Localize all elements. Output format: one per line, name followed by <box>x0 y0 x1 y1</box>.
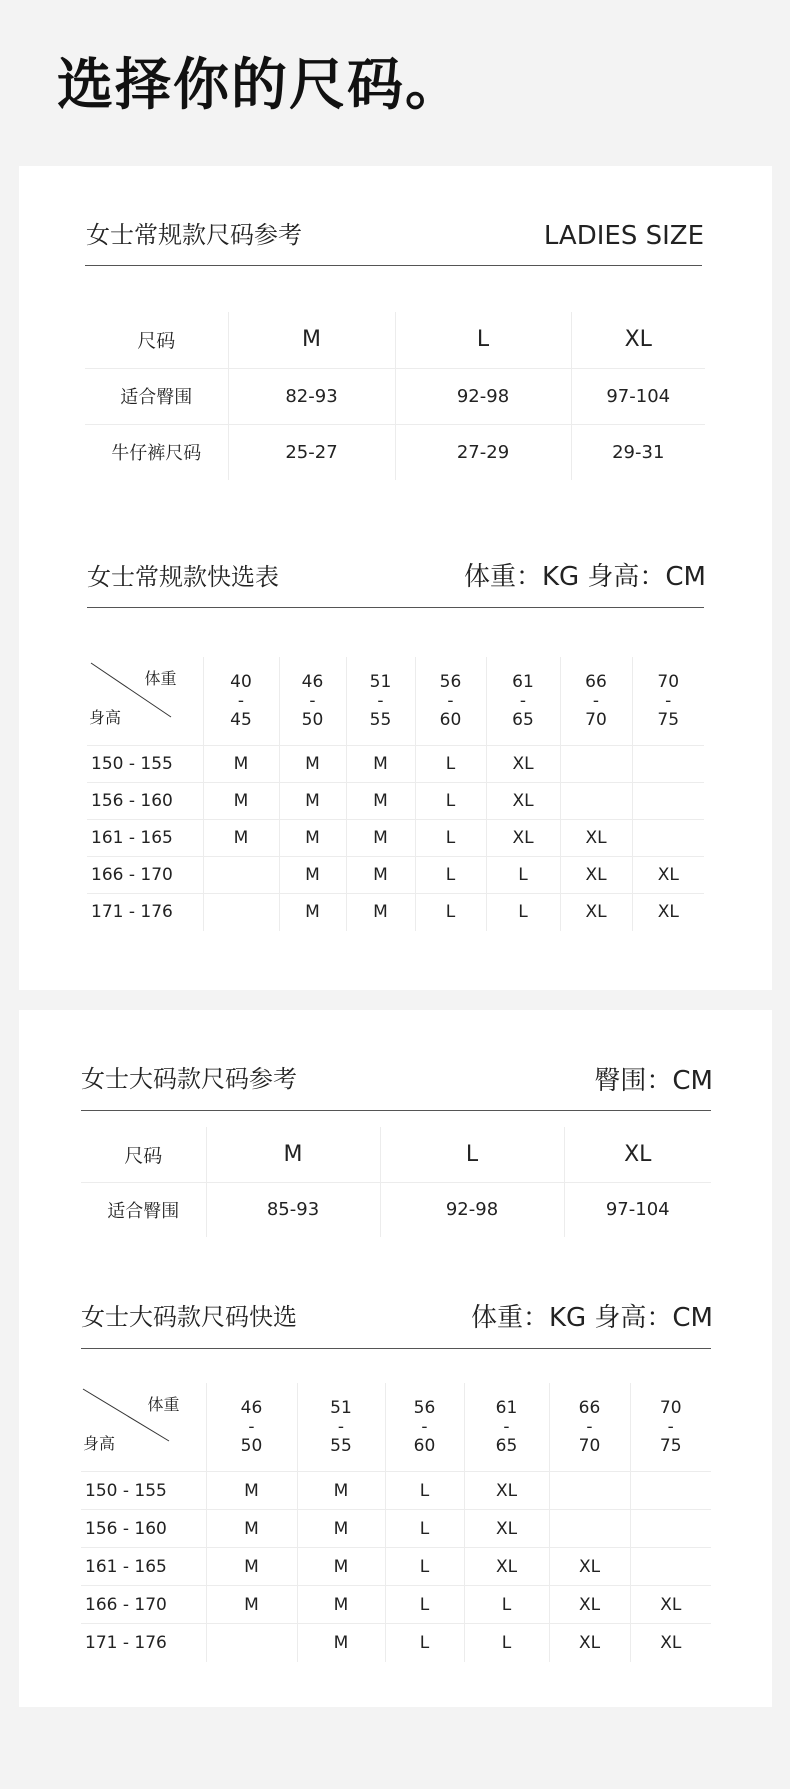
size-cell: L <box>486 857 560 894</box>
table-cell: 97-104 <box>571 368 705 424</box>
table-cell: 29-31 <box>571 424 705 480</box>
ref-header-cell: XL <box>571 312 705 368</box>
size-cell: L <box>385 1472 464 1510</box>
weight-range: 56 - 60 <box>385 1383 464 1472</box>
weight-range: 70 - 75 <box>632 657 704 746</box>
divider <box>81 1110 711 1111</box>
size-cell: XL <box>549 1548 630 1586</box>
table-row <box>87 783 704 820</box>
corner-cell <box>81 1383 206 1472</box>
height-range: 161 - 165 <box>81 1548 206 1586</box>
table-cell: 92-98 <box>380 1182 564 1237</box>
size-cell: XL <box>549 1586 630 1624</box>
height-range: 150 - 155 <box>81 1472 206 1510</box>
size-cell <box>560 783 632 820</box>
ladies-size-label: LADIES SIZE <box>543 221 704 251</box>
size-cell <box>206 1624 297 1662</box>
weight-range: 56 - 60 <box>415 657 486 746</box>
size-cell <box>630 1472 711 1510</box>
size-cell: L <box>415 820 486 857</box>
table-cell: 25-27 <box>228 424 395 480</box>
size-cell <box>203 857 279 894</box>
table-cell: 97-104 <box>564 1182 711 1237</box>
size-cell: M <box>203 746 279 783</box>
table-row <box>81 1586 711 1624</box>
size-cell: XL <box>464 1548 549 1586</box>
size-cell: L <box>415 746 486 783</box>
ref-header-cell: L <box>395 312 571 368</box>
table-row <box>81 1472 711 1510</box>
ref-header-cell: M <box>228 312 395 368</box>
table-row <box>87 820 704 857</box>
size-cell: M <box>279 894 346 931</box>
height-corner-label: 身高 <box>89 708 122 727</box>
size-cell: L <box>385 1548 464 1586</box>
ref-header-cell: 尺码 <box>137 330 176 353</box>
size-cell: M <box>297 1586 385 1624</box>
weight-range: 66 - 70 <box>549 1383 630 1472</box>
size-cell: M <box>346 820 415 857</box>
size-cell: XL <box>560 894 632 931</box>
size-cell: XL <box>486 820 560 857</box>
size-cell <box>630 1548 711 1586</box>
size-cell: XL <box>632 894 704 931</box>
ladies-plus-ref-table <box>81 1127 711 1237</box>
height-range: 156 - 160 <box>87 783 203 820</box>
divider <box>87 607 704 608</box>
size-cell: M <box>279 820 346 857</box>
weight-range: 66 - 70 <box>560 657 632 746</box>
size-cell: L <box>464 1586 549 1624</box>
table-row <box>81 1182 711 1237</box>
size-cell: M <box>346 894 415 931</box>
weight-range: 46 - 50 <box>206 1383 297 1472</box>
size-cell: M <box>297 1510 385 1548</box>
ref-header-row <box>85 312 705 368</box>
ladies-regular-ref-table <box>85 312 705 480</box>
size-cell <box>549 1510 630 1548</box>
table-row <box>81 1548 711 1586</box>
divider <box>81 1348 711 1349</box>
table-cell: 适合臀围 <box>81 1182 206 1237</box>
ladies-plus-ref-title: 女士大码款尺码参考 <box>81 1065 297 1093</box>
table-cell: 92-98 <box>395 368 571 424</box>
size-cell: M <box>206 1510 297 1548</box>
size-cell: M <box>203 820 279 857</box>
size-cell: XL <box>486 746 560 783</box>
size-cell: L <box>385 1510 464 1548</box>
weight-range: 61 - 65 <box>486 657 560 746</box>
size-cell: L <box>415 857 486 894</box>
size-cell <box>630 1510 711 1548</box>
weight-corner-label: 体重 <box>147 1395 180 1414</box>
size-cell: M <box>206 1586 297 1624</box>
ladies-regular-quick-title: 女士常规款快选表 <box>87 563 279 591</box>
size-cell: L <box>415 894 486 931</box>
corner-cell <box>87 657 203 746</box>
height-range: 171 - 176 <box>87 894 203 931</box>
size-cell: M <box>279 857 346 894</box>
ref-header-row <box>81 1127 711 1182</box>
size-cell <box>560 746 632 783</box>
size-cell <box>632 783 704 820</box>
ladies-plus-quick-table <box>81 1383 711 1662</box>
size-cell: L <box>385 1586 464 1624</box>
size-cell: XL <box>630 1624 711 1662</box>
size-cell: M <box>206 1472 297 1510</box>
size-cell: M <box>203 783 279 820</box>
size-cell: XL <box>560 820 632 857</box>
ladies-plus-quick-title: 女士大码款尺码快选 <box>81 1303 297 1331</box>
table-row <box>87 857 704 894</box>
size-cell: L <box>486 894 560 931</box>
ladies-plus-card <box>19 1010 772 1707</box>
height-range: 171 - 176 <box>81 1624 206 1662</box>
height-range: 161 - 165 <box>87 820 203 857</box>
table-row <box>81 1510 711 1548</box>
table-cell: 85-93 <box>206 1182 380 1237</box>
size-cell: XL <box>632 857 704 894</box>
size-cell: M <box>297 1624 385 1662</box>
table-cell: 适合臀围 <box>85 368 228 424</box>
size-cell: M <box>279 746 346 783</box>
size-cell: XL <box>549 1624 630 1662</box>
table-row <box>85 368 705 424</box>
weight-header-row <box>87 657 704 746</box>
table-row <box>87 894 704 931</box>
table-row <box>87 746 704 783</box>
size-cell: M <box>297 1548 385 1586</box>
height-range: 150 - 155 <box>87 746 203 783</box>
size-cell <box>632 746 704 783</box>
size-cell <box>203 894 279 931</box>
size-cell: L <box>385 1624 464 1662</box>
height-corner-label: 身高 <box>83 1434 116 1453</box>
size-cell <box>549 1472 630 1510</box>
height-range: 166 - 170 <box>87 857 203 894</box>
ref-header-cell: XL <box>564 1127 711 1182</box>
size-cell: XL <box>464 1510 549 1548</box>
size-cell: XL <box>630 1586 711 1624</box>
hip-unit-label: 臀围：CM <box>594 1066 713 1096</box>
table-row <box>81 1624 711 1662</box>
size-cell: M <box>279 783 346 820</box>
weight-range: 61 - 65 <box>464 1383 549 1472</box>
table-cell: 牛仔裤尺码 <box>85 424 228 480</box>
ladies-regular-card <box>19 166 772 990</box>
weight-range: 40 - 45 <box>203 657 279 746</box>
size-cell: M <box>297 1472 385 1510</box>
height-range: 156 - 160 <box>81 1510 206 1548</box>
weight-header-row <box>81 1383 711 1472</box>
table-cell: 27-29 <box>395 424 571 480</box>
ref-header-cell: L <box>380 1127 564 1182</box>
size-cell: L <box>464 1624 549 1662</box>
units-label: 体重：KG 身高：CM <box>463 562 706 592</box>
size-cell <box>632 820 704 857</box>
table-row <box>85 424 705 480</box>
size-cell: M <box>206 1548 297 1586</box>
ref-header-cell: 尺码 <box>124 1144 163 1167</box>
weight-range: 46 - 50 <box>279 657 346 746</box>
units-label: 体重：KG 身高：CM <box>470 1303 713 1333</box>
weight-range: 51 - 55 <box>346 657 415 746</box>
weight-range: 51 - 55 <box>297 1383 385 1472</box>
ladies-regular-quick-table <box>87 657 704 931</box>
size-cell: XL <box>486 783 560 820</box>
table-cell: 82-93 <box>228 368 395 424</box>
ladies-regular-ref-title: 女士常规款尺码参考 <box>86 221 302 249</box>
weight-corner-label: 体重 <box>144 669 177 688</box>
height-range: 166 - 170 <box>81 1586 206 1624</box>
ref-header-cell: M <box>206 1127 380 1182</box>
size-cell: M <box>346 783 415 820</box>
size-cell: XL <box>560 857 632 894</box>
divider <box>85 265 702 266</box>
size-cell: L <box>415 783 486 820</box>
size-cell: M <box>346 746 415 783</box>
size-cell: XL <box>464 1472 549 1510</box>
page-title: 选择你的尺码。 <box>57 53 463 118</box>
weight-range: 70 - 75 <box>630 1383 711 1472</box>
size-cell: M <box>346 857 415 894</box>
